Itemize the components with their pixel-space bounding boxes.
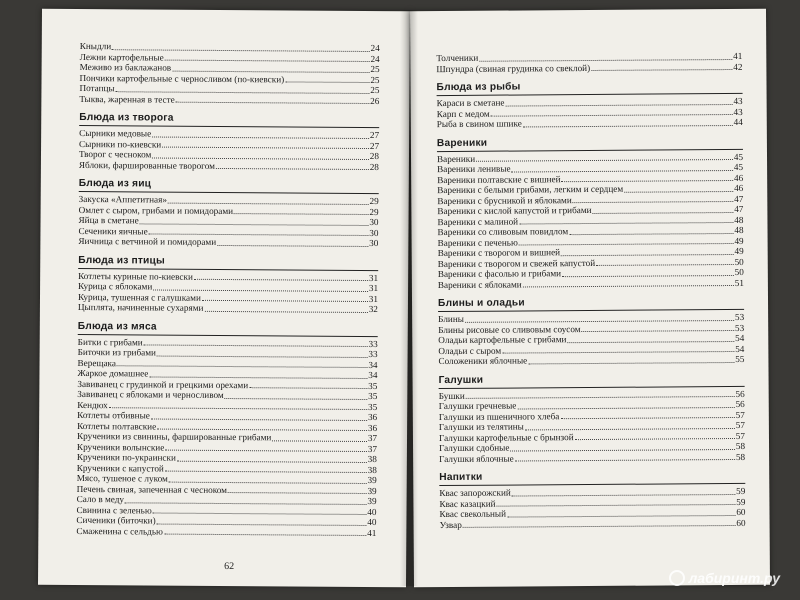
section-heading: Блюда из яиц bbox=[79, 178, 379, 194]
entry-page-number: 31 bbox=[368, 272, 379, 283]
entry-title: Оладьи с сыром bbox=[438, 345, 502, 356]
dot-leader bbox=[502, 351, 734, 354]
entry-page-number: 31 bbox=[368, 293, 379, 304]
entry-page-number: 55 bbox=[735, 353, 745, 364]
entry-page-number: 41 bbox=[367, 527, 377, 538]
entry-title: Блины bbox=[438, 313, 464, 325]
entry-title: Шпундра (свиная грудинка со свеклой) bbox=[436, 62, 591, 74]
toc-section bbox=[78, 178, 378, 249]
entry-title: Творог с чесноком bbox=[78, 148, 152, 160]
left-toc-column bbox=[76, 41, 379, 538]
entry-page-number: 30 bbox=[369, 227, 379, 238]
entry-page-number: 49 bbox=[734, 245, 744, 256]
right-page bbox=[410, 9, 770, 587]
entry-page-number: 34 bbox=[368, 370, 378, 381]
entry-page-number: 30 bbox=[369, 238, 379, 249]
dot-leader bbox=[149, 233, 369, 236]
entry-title: Закуска «Аппетитная» bbox=[78, 193, 168, 205]
dot-leader bbox=[165, 60, 370, 62]
entry-page-number: 58 bbox=[735, 440, 746, 451]
entry-title: Завиванец с яблоками и черносливом bbox=[77, 388, 224, 401]
entry-page-number: 29 bbox=[369, 206, 379, 217]
dot-leader bbox=[162, 147, 369, 149]
entry-page-number: 45 bbox=[733, 151, 744, 162]
entry-title: Вареники с малиной bbox=[437, 216, 519, 227]
dot-leader bbox=[567, 340, 734, 342]
entry-title: Вареники ленивые bbox=[437, 163, 511, 175]
entry-page-number: 28 bbox=[369, 151, 380, 162]
dot-leader bbox=[528, 361, 734, 363]
entry-title: Биточки из грибами bbox=[77, 346, 157, 358]
entry-title: Котлеты куриные по-киевски bbox=[78, 270, 193, 282]
entry-title: Лежни картофельные bbox=[79, 51, 164, 63]
dot-leader bbox=[575, 438, 735, 440]
dot-leader bbox=[519, 243, 734, 245]
dot-leader bbox=[591, 69, 732, 71]
entry-title: Пончики картофельные с черносливом (по-киевски) bbox=[79, 72, 285, 84]
dot-leader bbox=[569, 232, 733, 234]
dot-leader bbox=[624, 190, 733, 192]
dot-leader bbox=[272, 440, 366, 442]
dot-leader bbox=[562, 274, 734, 276]
toc-entry bbox=[78, 236, 378, 249]
toc-entry bbox=[76, 525, 376, 538]
dot-leader bbox=[151, 418, 367, 421]
entry-page-number: 30 bbox=[369, 217, 379, 228]
entry-page-number: 56 bbox=[735, 388, 745, 399]
entry-page-number: 24 bbox=[370, 53, 380, 64]
dot-leader bbox=[507, 514, 735, 517]
dot-leader bbox=[149, 376, 367, 379]
left-page bbox=[38, 9, 410, 588]
dot-leader bbox=[525, 427, 735, 429]
toc-section bbox=[438, 296, 744, 367]
entry-page-number: 57 bbox=[735, 430, 745, 441]
entry-title: Завиванец с грудинкой и грецкими орехами bbox=[77, 378, 249, 390]
entry-title: Галушки яблочные bbox=[439, 453, 514, 464]
dot-leader bbox=[512, 493, 735, 496]
entry-page-number: 24 bbox=[370, 43, 380, 54]
entry-title: Галушки гречневые bbox=[438, 400, 517, 412]
entry-page-number: 56 bbox=[735, 398, 745, 409]
entry-title: Кныдли bbox=[79, 40, 112, 52]
entry-page-number: 31 bbox=[368, 283, 379, 294]
section-heading: Вареники bbox=[437, 135, 743, 151]
dot-leader bbox=[176, 102, 369, 104]
dot-leader bbox=[561, 253, 733, 255]
entry-page-number: 49 bbox=[734, 235, 744, 246]
toc-entry bbox=[438, 354, 744, 367]
entry-page-number: 35 bbox=[368, 391, 378, 402]
dot-leader bbox=[593, 211, 734, 213]
dot-leader bbox=[216, 168, 369, 170]
right-toc-column bbox=[436, 51, 745, 530]
entry-page-number: 50 bbox=[734, 266, 744, 277]
entry-page-number: 28 bbox=[369, 161, 379, 172]
dot-leader bbox=[157, 429, 367, 431]
entry-title: Котлеты полтавские bbox=[77, 420, 157, 432]
entry-title: Сырники медовые bbox=[79, 127, 152, 139]
entry-page-number: 35 bbox=[368, 380, 378, 391]
entry-page-number: 54 bbox=[735, 343, 745, 354]
entry-title: Соложеники яблочные bbox=[438, 355, 528, 367]
dot-leader bbox=[517, 406, 734, 409]
entry-title: Тыква, жаренная в тесте bbox=[79, 93, 175, 105]
toc-entry bbox=[79, 159, 379, 172]
dot-leader bbox=[140, 223, 369, 226]
watermark-text: лабиринт.ру bbox=[688, 570, 780, 586]
section-heading: Блюда из птицы bbox=[78, 254, 378, 270]
dot-leader bbox=[164, 534, 366, 536]
toc-entry bbox=[438, 277, 744, 290]
dot-leader bbox=[510, 448, 734, 451]
section-heading: Блины и оладьи bbox=[438, 296, 744, 312]
dot-leader bbox=[512, 169, 733, 172]
entry-title: Курица, тушенная с галушками bbox=[77, 291, 201, 303]
entry-page-number: 60 bbox=[736, 506, 746, 517]
dot-leader bbox=[157, 355, 367, 357]
entry-title: Омлет с сыром, грибами и помидорами bbox=[78, 204, 234, 216]
toc-section bbox=[78, 254, 378, 314]
dot-leader bbox=[560, 417, 734, 419]
entry-page-number: 53 bbox=[734, 311, 745, 322]
entry-title: Вареники с брусникой и яблоками bbox=[437, 194, 572, 206]
toc-entry bbox=[79, 72, 379, 85]
dot-leader bbox=[144, 344, 368, 347]
entry-page-number: 45 bbox=[733, 161, 744, 172]
dot-leader bbox=[285, 81, 369, 83]
entry-page-number: 39 bbox=[367, 475, 377, 486]
entry-page-number: 48 bbox=[734, 224, 744, 235]
entry-page-number: 42 bbox=[733, 61, 743, 72]
entry-page-number: 38 bbox=[367, 464, 377, 475]
entry-page-number: 40 bbox=[367, 506, 377, 517]
entry-page-number: 39 bbox=[367, 485, 377, 496]
entry-title: Крученики волынские bbox=[76, 441, 165, 453]
dot-leader bbox=[168, 202, 369, 204]
entry-page-number: 36 bbox=[367, 422, 378, 433]
dot-leader bbox=[225, 398, 367, 400]
dot-leader bbox=[228, 492, 366, 494]
entry-page-number: 32 bbox=[368, 304, 378, 315]
dot-leader bbox=[152, 157, 368, 160]
entry-page-number: 47 bbox=[734, 193, 744, 204]
entry-page-number: 46 bbox=[733, 172, 744, 183]
entry-page-number: 33 bbox=[368, 338, 378, 349]
entry-title: Вареники с фасолью и грибами bbox=[437, 268, 562, 280]
dot-leader bbox=[152, 136, 369, 139]
entry-title: Битки с грибами bbox=[77, 336, 143, 347]
entry-title: Рыба в свином шпике bbox=[436, 118, 522, 130]
entry-title: Галушки картофельные с брынзой bbox=[438, 431, 574, 443]
toc-entry bbox=[439, 451, 745, 464]
entry-page-number: 43 bbox=[733, 106, 743, 117]
labirint-logo-icon bbox=[669, 570, 685, 586]
dot-leader bbox=[234, 213, 368, 215]
entry-title: Крученики с капустой bbox=[76, 462, 164, 474]
dot-leader bbox=[515, 459, 735, 462]
dot-leader bbox=[153, 289, 368, 291]
entry-title: Смаженина с сельдью bbox=[76, 525, 163, 537]
entry-page-number: 37 bbox=[367, 433, 378, 444]
entry-page-number: 57 bbox=[735, 409, 745, 420]
dot-leader bbox=[523, 285, 734, 287]
toc-section bbox=[437, 135, 744, 290]
entry-page-number: 50 bbox=[734, 256, 744, 267]
entry-page-number: 43 bbox=[733, 95, 743, 106]
toc-section bbox=[439, 372, 746, 464]
dot-leader bbox=[523, 125, 733, 127]
entry-title: Галушки из пшеничного хлеба bbox=[438, 410, 560, 422]
toc-entry bbox=[437, 117, 743, 130]
entry-page-number: 54 bbox=[735, 332, 745, 343]
entry-page-number: 53 bbox=[734, 322, 745, 333]
entry-page-number: 60 bbox=[736, 517, 746, 528]
dot-leader bbox=[519, 222, 733, 224]
entry-title: Цыплята, начиненные сухарями bbox=[77, 301, 204, 313]
entry-title: Сеченики яичные bbox=[78, 225, 148, 236]
entry-title: Потапцы bbox=[79, 82, 115, 94]
entry-title: Крученики по-украински bbox=[76, 451, 176, 463]
entry-page-number: 51 bbox=[734, 277, 744, 288]
entry-title: Вареники с белыми грибами, легким и сердцем bbox=[437, 183, 624, 196]
section-heading: Блюда из рыбы bbox=[436, 80, 742, 96]
entry-title: Курица с яблоками bbox=[78, 280, 153, 292]
dot-leader bbox=[506, 104, 733, 107]
entry-page-number: 48 bbox=[734, 214, 744, 225]
entry-title: Вареники с творогом и вишней bbox=[437, 247, 561, 259]
entry-page-number: 47 bbox=[734, 203, 744, 214]
entry-title: Карп с медом bbox=[436, 108, 490, 119]
entry-title: Яблоки, фаршированные творогом bbox=[78, 159, 216, 171]
entry-title: Оладьи картофельные с грибами bbox=[438, 334, 567, 346]
toc-section bbox=[439, 470, 745, 530]
entry-title: Блины рисовые со сливовым соусом bbox=[438, 323, 581, 335]
entry-title: Сиченики (биточки) bbox=[76, 514, 156, 526]
section-heading: Галушки bbox=[439, 372, 745, 388]
entry-title: Верещака bbox=[77, 357, 117, 368]
dot-leader bbox=[217, 244, 368, 246]
entry-title: Вареники с кислой капустой и грибами bbox=[437, 204, 592, 217]
entry-page-number: 38 bbox=[367, 454, 377, 465]
entry-page-number: 58 bbox=[735, 451, 746, 462]
dot-leader bbox=[177, 460, 367, 462]
entry-page-number: 36 bbox=[367, 412, 378, 423]
entry-page-number: 25 bbox=[370, 64, 380, 75]
entry-page-number: 35 bbox=[368, 401, 378, 412]
entry-title: Квас запорожский bbox=[439, 487, 511, 499]
entry-page-number: 39 bbox=[367, 496, 377, 507]
entry-title: Меживо из баклажанов bbox=[79, 61, 172, 73]
toc-entry bbox=[436, 61, 742, 74]
toc-entry bbox=[79, 93, 379, 106]
dot-leader bbox=[169, 481, 367, 483]
entry-title: Сырники по-киевски bbox=[79, 138, 162, 150]
toc-section bbox=[76, 320, 377, 538]
entry-title: Вареники bbox=[436, 153, 476, 164]
entry-title: Квас свекольный bbox=[439, 508, 507, 520]
entry-title: Караси в сметане bbox=[436, 97, 505, 109]
entry-page-number: 44 bbox=[733, 116, 743, 127]
dot-leader bbox=[153, 513, 367, 515]
entry-title: Жаркое домашнее bbox=[77, 367, 149, 379]
entry-title: Вареники полтавские с вишней bbox=[437, 173, 561, 185]
section-heading: Блюда из творога bbox=[79, 112, 379, 128]
entry-page-number: 59 bbox=[736, 485, 746, 496]
dot-leader bbox=[573, 201, 733, 203]
toc-section bbox=[79, 112, 379, 172]
entry-page-number: 33 bbox=[368, 349, 378, 360]
entry-page-number: 27 bbox=[369, 130, 380, 141]
section-heading: Напитки bbox=[439, 470, 745, 486]
entry-title: Сало в меду bbox=[76, 493, 125, 505]
entry-page-number: 29 bbox=[369, 196, 379, 207]
entry-title: Вареники с творогом и свежей капустой bbox=[437, 257, 596, 269]
entry-page-number: 34 bbox=[368, 359, 378, 370]
toc-entry bbox=[440, 517, 746, 530]
entry-title: Галушки сдобные bbox=[439, 442, 510, 454]
entry-page-number: 25 bbox=[370, 85, 380, 96]
page-number: 62 bbox=[224, 561, 235, 573]
watermark bbox=[669, 570, 780, 586]
entry-title: Печень свиная, запеченная с чесноком bbox=[76, 483, 228, 495]
entry-page-number: 59 bbox=[736, 496, 746, 507]
dot-leader bbox=[157, 523, 367, 525]
entry-title: Яйца в сметане bbox=[78, 214, 139, 226]
dot-leader bbox=[561, 180, 733, 182]
entry-page-number: 26 bbox=[370, 95, 380, 106]
toc-section bbox=[436, 80, 742, 130]
entry-title: Кендюх bbox=[77, 399, 108, 410]
dot-leader bbox=[249, 387, 367, 389]
entry-title: Крученики из свинины, фаршированные грибами bbox=[76, 430, 272, 443]
entry-page-number: 46 bbox=[734, 182, 744, 193]
entry-title: Вареники со сливовым повидлом bbox=[437, 226, 569, 238]
dot-leader bbox=[194, 279, 368, 281]
dot-leader bbox=[165, 450, 366, 452]
dot-leader bbox=[582, 330, 734, 332]
entry-title: Галушки из телятины bbox=[438, 421, 524, 433]
dot-leader bbox=[165, 471, 367, 473]
dot-leader bbox=[596, 264, 733, 266]
entry-page-number: 25 bbox=[370, 74, 380, 85]
dot-leader bbox=[202, 300, 368, 302]
entry-page-number: 27 bbox=[369, 140, 380, 151]
entry-page-number: 41 bbox=[733, 50, 743, 61]
entry-page-number: 57 bbox=[735, 419, 745, 430]
entry-title: Толченики bbox=[436, 52, 479, 64]
entry-title: Бушки bbox=[438, 390, 465, 401]
section-heading: Блюда из мяса bbox=[78, 320, 378, 336]
entry-page-number: 40 bbox=[367, 517, 377, 528]
entry-title: Вареники с печенью bbox=[437, 237, 518, 248]
entry-title: Узвар bbox=[439, 519, 462, 530]
entry-title: Котлеты отбивные bbox=[77, 409, 150, 421]
toc-entry bbox=[78, 302, 378, 315]
entry-title: Яичница с ветчиной и помидорами bbox=[78, 235, 217, 247]
dot-leader bbox=[204, 310, 367, 312]
entry-title: Вареники с яблоками bbox=[437, 278, 522, 290]
entry-title: Квас казацкий bbox=[439, 498, 496, 509]
entry-page-number: 37 bbox=[367, 443, 377, 454]
dot-leader bbox=[463, 525, 736, 528]
entry-title: Мясо, тушеное с луком bbox=[76, 472, 168, 484]
dot-leader bbox=[172, 70, 369, 72]
entry-title: Свинина с зеленью bbox=[76, 504, 152, 516]
